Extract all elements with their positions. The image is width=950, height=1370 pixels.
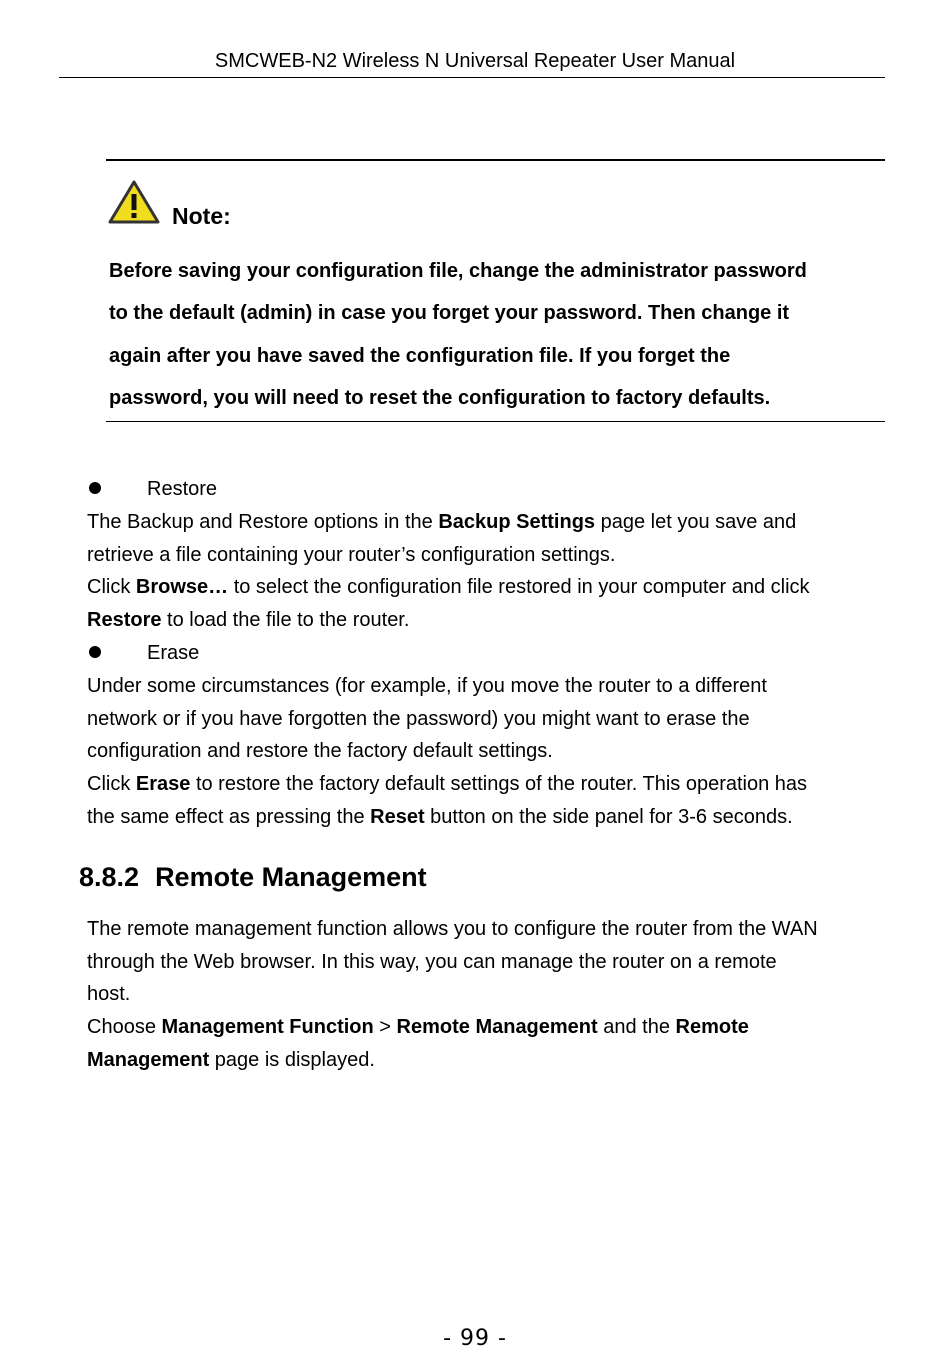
remote-management-description: The remote management function allows you to configure the router from the WAN through the Web browser. In this way, you can manage the router on a remote host. Choose Management Function > Remote Management and the Remote Management page is displayed. [87,918,818,1071]
note-line: Before saving your configuration file, change the administrator password [109,260,807,282]
bullet-restore [89,478,217,501]
restore-description: The Backup and Restore options in the Backup Settings page let you save and retrieve a file containing your router’s configuration settings. Click Browse… to select the configuration file restored in your computer and click Restore to load the file to the router. [87,511,810,632]
section-heading [79,862,427,893]
note-line: to the default (admin) in case you forget your password. Then change it [109,302,790,325]
note-line: password, you will need to reset the configuration to factory defaults. [109,386,771,409]
bullet-dot [89,482,101,494]
bullet-dot [89,646,101,658]
note-top-divider [106,159,885,161]
bullet-erase [89,642,199,665]
page-number: - 99 - [443,1326,507,1351]
bullet-label: Restore [147,478,218,500]
note-text [109,250,889,419]
bullet-label: Erase [147,642,200,664]
note-title: Note: [172,203,231,229]
header-divider [59,77,885,78]
erase-description: Under some circumstances (for example, if you move the router to a different network or if you have forgotten the password) you might want to erase the configuration and restore the factory default settings. Click Erase to restore the factory default settings of the router. This operation has the same effect as pressing the Reset button on the side panel for 3-6 seconds. [87,675,808,828]
warning-icon [108,179,160,225]
page-header: SMCWEB-N2 Wireless N Universal Repeater User Manual [214,50,736,72]
section-number: 8.8.2 [79,862,140,892]
note-bottom-divider [106,421,885,422]
section-title: Remote Management [155,862,427,892]
note-line: again after you have saved the configuration file. If you forget the [109,344,731,367]
